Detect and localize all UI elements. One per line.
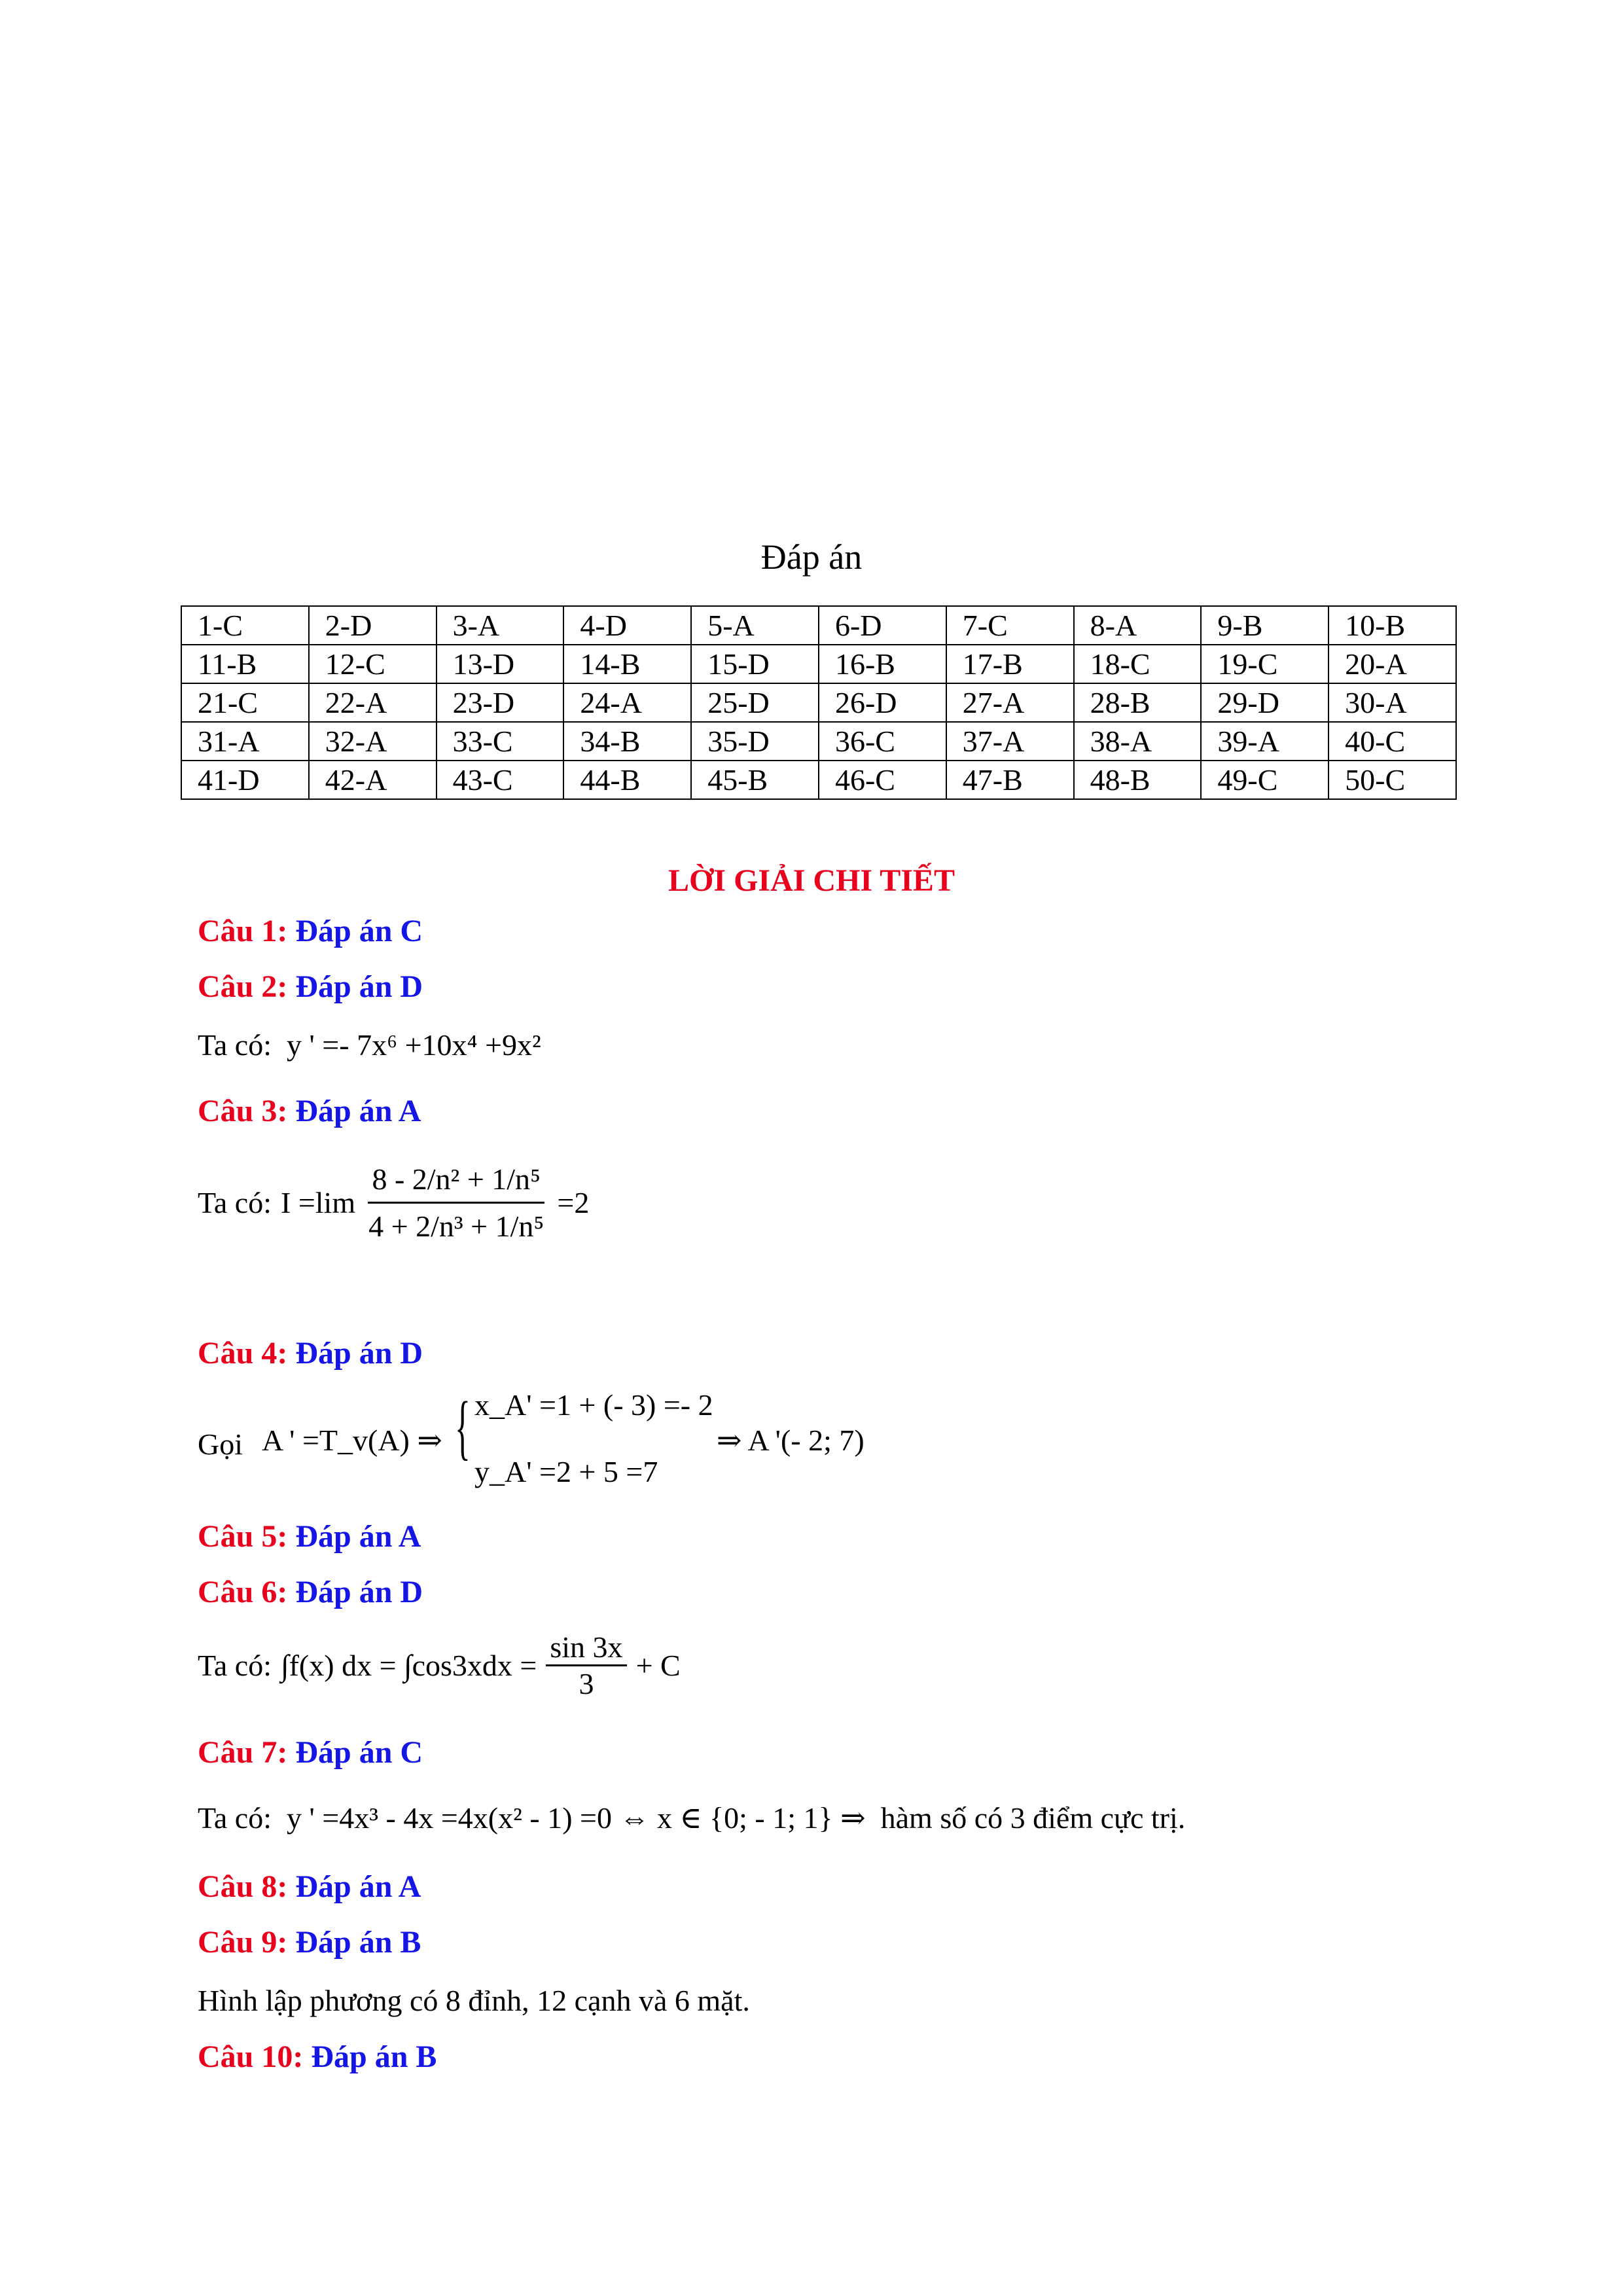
answer-cell: 37-A (946, 722, 1074, 761)
q3-fraction: $\frac{\text{8 - 2/n² + 1/n⁵}}{\text{4 + 2/n³ + 1/n⁵}}$ (368, 1162, 544, 1243)
answer-table (181, 605, 1457, 800)
q6-solution-line: Ta có: ∫f(x) dx = ∫cos3xdx = $\frac{\sin 3x}{3}$ + C (198, 1630, 681, 1700)
q9-solution-line: Hình lập phương có 8 đỉnh, 12 cạnh và 6 mặt. (198, 1984, 750, 2017)
answer-cell: 5-A (691, 606, 819, 645)
answer-cell: 41-D (181, 761, 309, 799)
answer-cell: 32-A (309, 722, 437, 761)
answer-cell: 17-B (946, 645, 1074, 683)
answer-cell: 23-D (437, 683, 564, 722)
q4-translation: A ' =T_v(A) ⇒ (262, 1424, 442, 1457)
answer-table-row (181, 645, 1456, 683)
answer-cell: 12-C (309, 645, 437, 683)
answer-cell: 45-B (691, 761, 819, 799)
answer-cell: 36-C (819, 722, 946, 761)
q6-fraction: $\frac{\sin 3x}{3}$ (546, 1630, 626, 1701)
answer-cell: 47-B (946, 761, 1074, 799)
answer-cell: 33-C (437, 722, 564, 761)
answer-cell: 11-B (181, 645, 309, 683)
answer-cell: 10-B (1329, 606, 1456, 645)
answer-table-row (181, 722, 1456, 761)
answer-cell: 27-A (946, 683, 1074, 722)
answer-cell: 15-D (691, 645, 819, 683)
q7-formula: y ' =4x³ - 4x =4x(x² - 1) =0 ⇔ x ∈ {0; - 1; 1} ⇒ (287, 1801, 866, 1835)
question-3-heading: Câu 3: Đáp án A (198, 1094, 421, 1128)
q7-solution-line: Ta có: y ' =4x³ - 4x =4x(x² - 1) =0 ⇔ x ∈ {0; - 1; 1} ⇒ hàm số có 3 điểm cực trị. (198, 1801, 1186, 1835)
answer-cell: 14-B (563, 645, 691, 683)
question-10-heading: Câu 10: Đáp án B (198, 2039, 437, 2074)
answer-cell: 7-C (946, 606, 1074, 645)
answer-cell: 46-C (819, 761, 946, 799)
answer-cell: 49-C (1201, 761, 1329, 799)
answer-cell: 8-A (1074, 606, 1202, 645)
q6-integral: ∫f(x) dx = ∫cos3xdx = (281, 1649, 537, 1682)
answer-cell: 40-C (1329, 722, 1456, 761)
question-6-heading: Câu 6: Đáp án D (198, 1575, 423, 1609)
q4-result: ⇒ A '(- 2; 7) (717, 1424, 865, 1457)
q2-solution-line: Ta có: y ' =- 7x⁶ +10x⁴ +9x² (198, 1028, 541, 1062)
answer-cell: 50-C (1329, 761, 1456, 799)
answer-cell: 9-B (1201, 606, 1329, 645)
answer-cell: 25-D (691, 683, 819, 722)
answer-cell: 18-C (1074, 645, 1202, 683)
answer-cell: 42-A (309, 761, 437, 799)
page-title: Đáp án (760, 537, 863, 577)
answer-cell: 13-D (437, 645, 564, 683)
answer-cell: 22-A (309, 683, 437, 722)
answer-cell: 19-C (1201, 645, 1329, 683)
answer-cell: 26-D (819, 683, 946, 722)
answer-table-row (181, 683, 1456, 722)
answer-cell: 43-C (437, 761, 564, 799)
answer-cell: 39-A (1201, 722, 1329, 761)
question-4-heading: Câu 4: Đáp án D (198, 1336, 423, 1371)
q4-brace: { (455, 1387, 471, 1467)
answer-cell: 48-B (1074, 761, 1202, 799)
answer-cell: 35-D (691, 722, 819, 761)
answer-cell: 16-B (819, 645, 946, 683)
answer-cell: 21-C (181, 683, 309, 722)
answer-cell: 29-D (1201, 683, 1329, 722)
answer-cell: 1-C (181, 606, 309, 645)
q4-system-line-2: y_A' =2 + 5 =7 (474, 1455, 658, 1488)
answer-cell: 31-A (181, 722, 309, 761)
answer-table-row (181, 606, 1456, 645)
question-8-heading: Câu 8: Đáp án A (198, 1869, 421, 1904)
answer-cell: 6-D (819, 606, 946, 645)
q4-goi: Gọi (198, 1427, 243, 1461)
answer-cell: 30-A (1329, 683, 1456, 722)
answer-cell: 28-B (1074, 683, 1202, 722)
answer-table-row (181, 761, 1456, 799)
question-9-heading: Câu 9: Đáp án B (198, 1925, 421, 1960)
answer-cell: 20-A (1329, 645, 1456, 683)
answer-cell: 4-D (563, 606, 691, 645)
answer-cell: 3-A (437, 606, 564, 645)
answer-cell: 2-D (309, 606, 437, 645)
q3-solution-line: Ta có: I =lim $\frac{\text{8 - 2/n² + 1/n⁵}}{\text{4 + 2/n³ + 1/n⁵}}$ =2 (198, 1162, 590, 1243)
q3-limit: I =lim (281, 1186, 356, 1219)
answer-cell: 38-A (1074, 722, 1202, 761)
q2-formula: y ' =- 7x⁶ +10x⁴ +9x² (287, 1028, 541, 1062)
question-7-heading: Câu 7: Đáp án C (198, 1735, 423, 1770)
question-1-heading: Câu 1: Đáp án C (198, 914, 423, 948)
answer-cell: 44-B (563, 761, 691, 799)
q4-system-line-1: x_A' =1 + (- 3) =- 2 (474, 1388, 713, 1422)
question-2-heading: Câu 2: Đáp án D (198, 969, 423, 1004)
question-5-heading: Câu 5: Đáp án A (198, 1519, 421, 1554)
answer-cell: 34-B (563, 722, 691, 761)
solution-title: LỜI GIẢI CHI TIẾT (668, 863, 955, 898)
answer-cell: 24-A (563, 683, 691, 722)
